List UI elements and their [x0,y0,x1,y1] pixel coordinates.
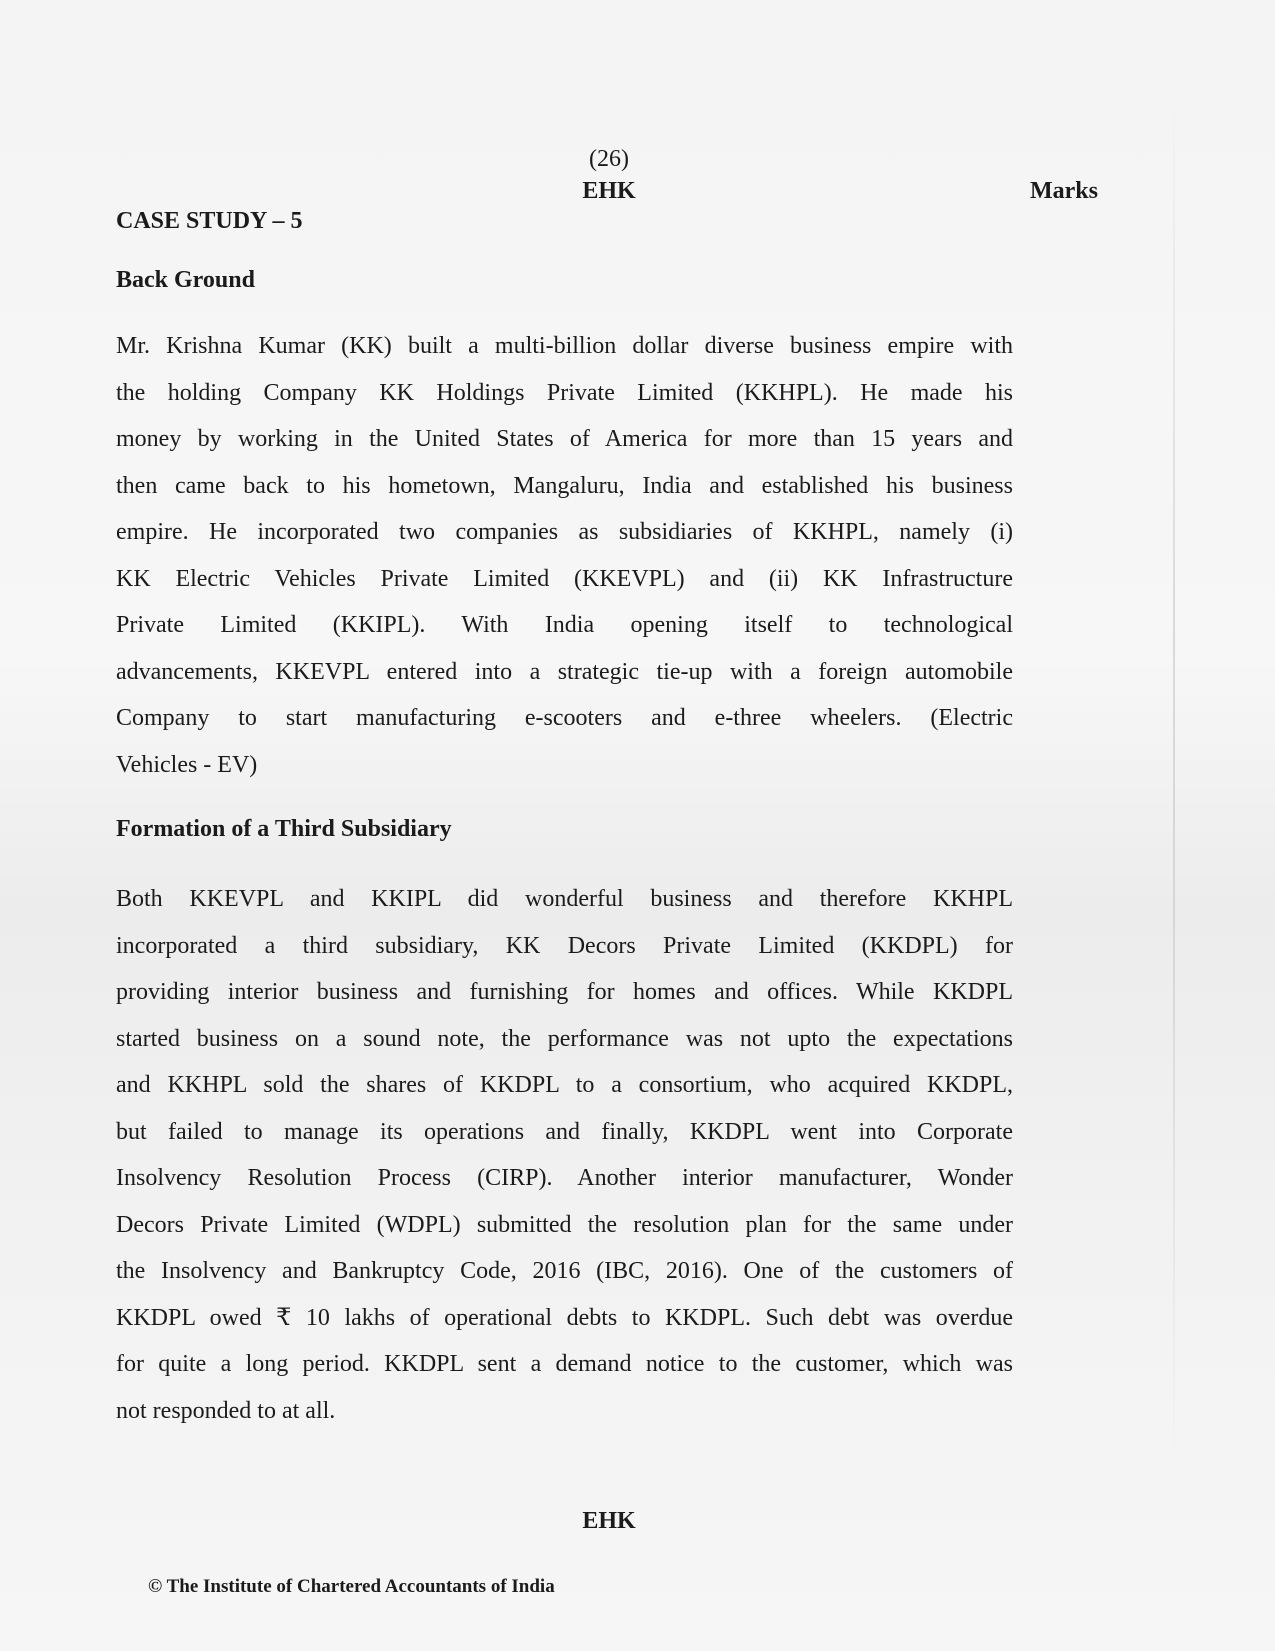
background-heading: Back Ground [116,267,255,293]
paragraph-line: Decors Private Limited (WDPL) submitted the resolution plan for the same under [116,1211,1013,1238]
paragraph-line: the Insolvency and Bankruptcy Code, 2016 (IBC, 2016). One of the customers of [116,1258,1013,1284]
marks-column-label: Marks [1030,178,1098,204]
paragraph-line: started business on a sound note, the performance was not upto the expectations [116,1025,1013,1052]
formation-paragraph [116,876,1013,1434]
paragraph-line: Vehicles - EV) [116,751,258,778]
page-edge-shadow [1173,80,1175,1480]
paragraph-line: but failed to manage its operations and finally, KKDPL went into Corporate [116,1118,1013,1145]
paragraph-line: for quite a long period. KKDPL sent a demand notice to the customer, which was [116,1351,1013,1377]
paragraph-line: the holding Company KK Holdings Private Limited (KKHPL). He made his [116,379,1013,406]
footer-paper-code: EHK [582,1508,636,1534]
paragraph-line: Mr. Krishna Kumar (KK) built a multi-billion dollar diverse business empire with [116,333,1013,359]
paragraph-line: empire. He incorporated two companies as subsidiaries of KKHPL, namely (i) [116,519,1013,545]
paragraph-line: incorporated a third subsidiary, KK Decors Private Limited (KKDPL) for [116,932,1013,959]
page-number: (26) [589,146,629,172]
copyright-notice: © The Institute of Chartered Accountants of India [148,1576,555,1597]
background-paragraph [116,323,1013,788]
paragraph-line: then came back to his hometown, Mangaluru, India and established his business [116,472,1013,499]
paragraph-line: providing interior business and furnishing for homes and offices. While KKDPL [116,979,1013,1005]
paragraph-line: KK Electric Vehicles Private Limited (KKEVPL) and (ii) KK Infrastructure [116,565,1013,592]
paragraph-line: Company to start manufacturing e-scooters and e-three wheelers. (Electric [116,705,1013,731]
formation-heading: Formation of a Third Subsidiary [116,816,452,842]
case-study-title: CASE STUDY – 5 [116,208,303,234]
paragraph-line: Insolvency Resolution Process (CIRP). Another interior manufacturer, Wonder [116,1165,1013,1191]
paragraph-line: KKDPL owed ₹ 10 lakhs of operational debts to KKDPL. Such debt was overdue [116,1304,1013,1331]
paragraph-line: advancements, KKEVPL entered into a strategic tie-up with a foreign automobile [116,658,1013,685]
paragraph-line: money by working in the United States of America for more than 15 years and [116,426,1013,452]
paragraph-line: Private Limited (KKIPL). With India opening itself to technological [116,612,1013,638]
paragraph-line: Both KKEVPL and KKIPL did wonderful business and therefore KKHPL [116,886,1013,912]
paragraph-line: and KKHPL sold the shares of KKDPL to a consortium, who acquired KKDPL, [116,1072,1013,1098]
paragraph-line: not responded to at all. [116,1397,336,1424]
header-paper-code: EHK [582,178,636,204]
